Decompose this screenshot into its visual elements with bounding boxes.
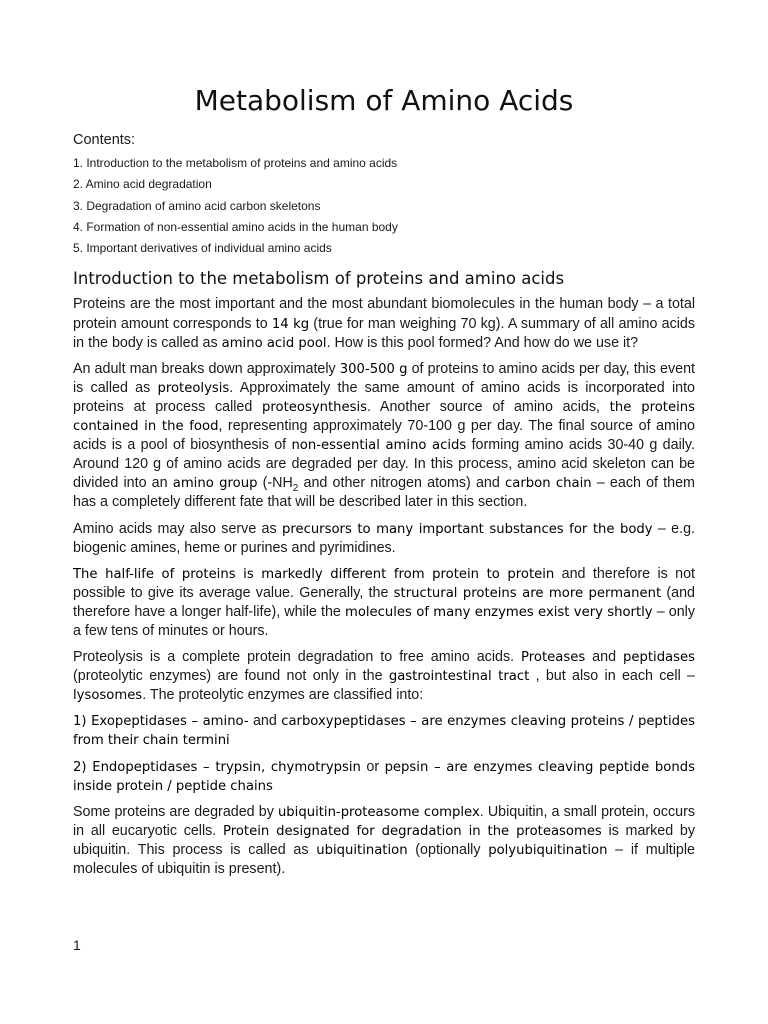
emphasis: carbon chain [505,476,592,492]
toc-item[interactable]: 2. Amino acid degradation [73,177,212,192]
emphasis: structural proteins are more permanent [393,585,662,601]
emphasis: proteosynthesis [262,399,368,415]
paragraph-half-life: The half-life of proteins is markedly different from protein to protein and therefore is not possible to give its average value. Generally, the structural proteins are more permanent (and therefore have a longer half-life), while the molecules of many enzymes exist very shortly – only a few tens of minutes or hours. [73,565,696,639]
paragraph-ubiquitin: Some proteins are degraded by ubiquitin-proteasome complex. Ubiquitin, a small protein, occurs in all eucaryotic cells. Protein designated for degradation in the proteasomes is marked by ubiquitin. This process is called as ubiquitination (optionally polyubiquitination – if multiple molecules of ubiquitin is present). [73,803,696,878]
emphasis: 300-500 g [339,361,408,377]
emphasis: proteolysis [157,380,230,396]
emphasis: 1) Exopeptidases – amino- [73,714,249,730]
section-heading: Introduction to the metabolism of proteins and amino acids [73,269,565,289]
emphasis: the proteins contained in the food [73,399,695,435]
table-of-contents [73,153,695,259]
emphasis: lysosomes [73,688,143,704]
emphasis: peptidases [623,650,695,666]
page-number: 1 [73,937,81,953]
toc-item[interactable]: 5. Important derivatives of individual amino acids [73,241,332,256]
emphasis: pepsin – are enzymes cleaving peptide bonds inside protein / peptide chains [73,759,695,794]
paragraph-endopeptidases: 2) Endopeptidases – trypsin, chymotrypsin or pepsin – are enzymes cleaving peptide bonds inside protein / peptide chains [73,758,695,794]
emphasis: carboxypeptidases – are enzymes cleaving proteins / peptides from their chain termini [73,714,695,749]
emphasis: ubiquitination [316,842,408,858]
paragraph-protein-turnover: An adult man breaks down approximately 300-500 g of proteins to amino acids per day, this event is called as proteolysis. Approximately the same amount of amino acids is incorporated into proteins at process called proteosynthesis. Another source of amino acids, the proteins contained in the food, representing approximately 70-100 g per day. The final source of amino acids is a pool of biosynthesis of non-essential amino acids forming amino acids 30-40 g daily. Around 120 g of amino acids are degraded per day. In this process, amino acid skeleton can be divided into an amino group ($-NH_2$ and other nitrogen atoms) and carbon chain – each of them has a completely different fate that will be described later in this section. [73,360,695,511]
emphasis: The half-life of proteins is markedly different from protein to protein [73,566,555,582]
paragraph-exopeptidases: 1) Exopeptidases – amino- and carboxypeptidases – are enzymes cleaving proteins / peptides from their chain termini [73,713,695,749]
document-title: Metabolism of Amino Acids [194,84,574,117]
paragraph-proteolysis: Proteolysis is a complete protein degradation to free amino acids. Proteases and peptidases (proteolytic enzymes) are found not only in the gastrointestinal tract , but also in each cell – lysosomes. The proteolytic enzymes are classified into: [73,649,695,704]
toc-item[interactable]: 1. Introduction to the metabolism of proteins and amino acids [73,156,398,170]
emphasis: 2) Endopeptidases – trypsin, chymotrypsin [73,759,361,775]
emphasis: gastrointestinal tract [388,669,530,685]
emphasis: Protein designated for degradation in the proteasomes [222,823,602,839]
emphasis: polyubiquitination [488,842,608,858]
paragraph-protein-pool: Proteins are the most important and the most abundant biomolecules in the human body – a total protein amount corresponds to 14 kg (true for man weighing 70 kg). A summary of all amino acids in the body is called as amino acid pool. How is this pool formed? And how do we use it? [73,296,696,351]
emphasis: ubiquitin-proteasome complex [277,804,480,820]
emphasis: amino group [172,476,258,492]
emphasis: precursors to many important substances for the body [281,521,653,537]
emphasis: amino acid pool [221,335,327,351]
emphasis: Proteases [521,650,586,666]
contents-label: Contents: [73,132,136,148]
emphasis: 14 kg [271,316,310,332]
toc-item[interactable]: 3. Degradation of amino acid carbon skeletons [73,198,321,213]
emphasis: non-essential amino acids [291,438,467,454]
emphasis: molecules of many enzymes exist very shortly [344,604,653,620]
paragraph-precursors: Amino acids may also serve as precursors to many important substances for the body – e.g. biogenic amines, heme or purines and pyrimidines. [73,520,695,556]
toc-item[interactable]: 4. Formation of non-essential amino acids in the human body [73,219,398,234]
